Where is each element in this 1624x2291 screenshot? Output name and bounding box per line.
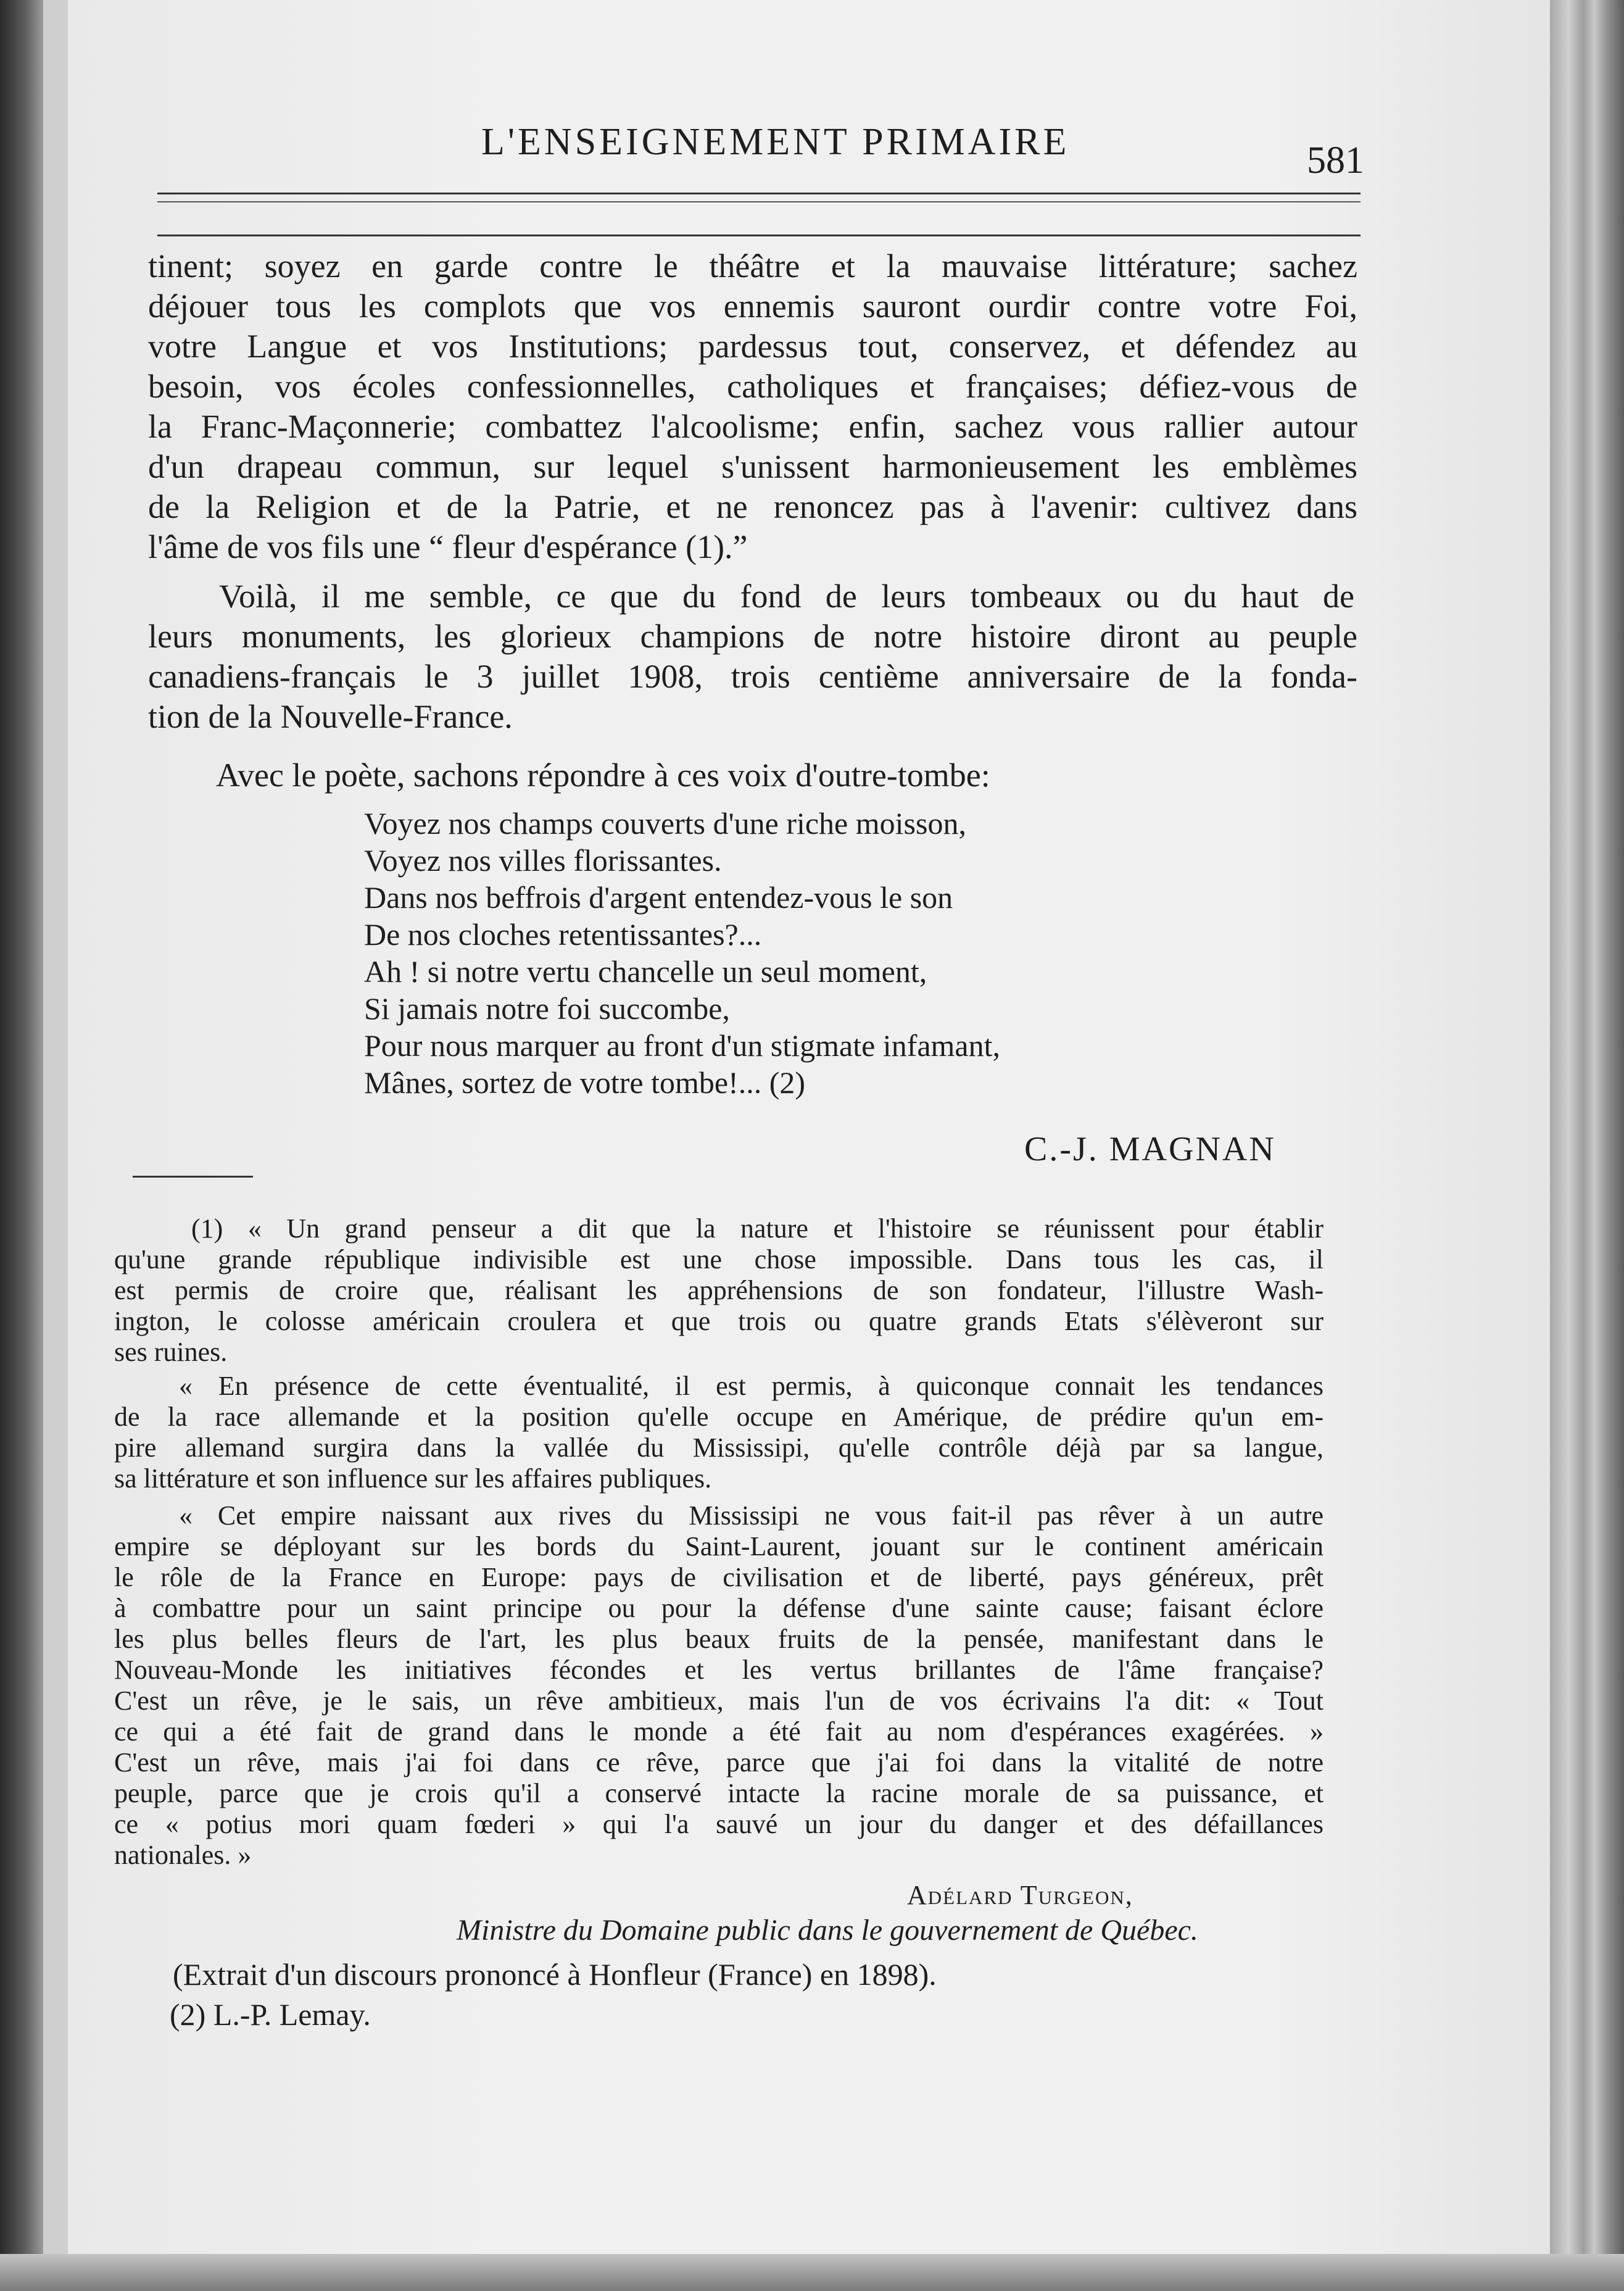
running-head: L'ENSEIGNEMENT PRIMAIRE — [481, 121, 1070, 163]
footnote-line: « Cet empire naissant aux rives du Mississipi ne vous fait-il pas rêver à un autre — [179, 1500, 1324, 1531]
book-fore-edge — [1550, 0, 1624, 2291]
body-line: leurs monuments, les glorieux champions de notre histoire diront au peuple — [148, 618, 1357, 655]
footnote-line: sa littérature et son influence sur les affaires publiques. — [114, 1463, 712, 1494]
header-rule — [157, 235, 1361, 236]
body-line: besoin, vos écoles confessionnelles, catholiques et françaises; défiez-vous de — [148, 368, 1357, 405]
footnote-2: (2) L.-P. Lemay. — [170, 1997, 371, 2032]
footnote-rule — [133, 1176, 253, 1178]
poem-line: Voyez nos champs couverts d'une riche moisson, — [364, 806, 966, 841]
footnote-author: Adélard Turgeon, — [907, 1880, 1133, 1910]
header-rule — [157, 193, 1361, 194]
body-line: la Franc-Maçonnerie; combattez l'alcoolisme; enfin, sachez vous rallier autour — [148, 408, 1357, 445]
body-line: d'un drapeau commun, sur lequel s'unissent harmonieusement les emblèmes — [148, 448, 1357, 485]
footnote-line: C'est un rêve, mais j'ai foi dans ce rêve, parce que j'ai foi dans la vitalité de notre — [114, 1747, 1324, 1778]
article-signature: C.-J. MAGNAN — [1024, 1130, 1276, 1168]
body-line: Voilà, il me semble, ce que du fond de leurs tombeaux ou du haut de — [219, 578, 1354, 615]
footnote-source: (Extrait d'un discours prononcé à Honfleur (France) en 1898). — [173, 1957, 937, 1992]
footnote-line: le rôle de la France en Europe: pays de civilisation et de liberté, pays généreux, prêt — [114, 1562, 1324, 1592]
footnote-line: à combattre pour un saint principe ou pour la défense d'une sainte cause; faisant éclore — [114, 1593, 1324, 1623]
poem-line: Ah ! si notre vertu chancelle un seul moment, — [364, 954, 927, 989]
footnote-line: pire allemand surgira dans la vallée du Mississipi, qu'elle contrôle déjà par sa langue, — [114, 1432, 1324, 1463]
body-line: votre Langue et vos Institutions; pardessus tout, conservez, et défendez au — [148, 328, 1357, 365]
footnote-line: empire se déployant sur les bords du Saint-Laurent, jouant sur le continent américain — [114, 1531, 1324, 1561]
footnote-line: les plus belles fleurs de l'art, les plus beaux fruits de la pensée, manifestant dans le — [114, 1624, 1324, 1654]
body-line: Avec le poète, sachons répondre à ces voix d'outre-tombe: — [216, 757, 990, 794]
poem-line: Dans nos beffrois d'argent entendez-vous le son — [364, 880, 953, 915]
body-line: tion de la Nouvelle-France. — [148, 698, 513, 735]
body-line: de la Religion et de la Patrie, et ne renoncez pas à l'avenir: cultivez dans — [148, 488, 1357, 525]
poem-line: Si jamais notre foi succombe, — [364, 991, 730, 1026]
footnote-line: nationales. » — [114, 1840, 252, 1870]
poem-line: De nos cloches retentissantes?... — [364, 917, 762, 952]
poem-line: Pour nous marquer au front d'un stigmate infamant, — [364, 1028, 1001, 1063]
footnote-line: ce « potius mori quam fœderi » qui l'a sauvé un jour du danger et des défaillances — [114, 1809, 1324, 1839]
footnote-line: ses ruines. — [114, 1337, 228, 1367]
body-line: déjouer tous les complots que vos ennemis sauront ourdir contre votre Foi, — [148, 288, 1357, 325]
footnote-line: ington, le colosse américain croulera et que trois ou quatre grands Etats s'élèveront sur — [114, 1306, 1324, 1336]
footnote-line: peuple, parce que je crois qu'il a conservé intacte la racine morale de sa puissance, et — [114, 1778, 1324, 1808]
footnote-author-title: Ministre du Domaine public dans le gouvernement de Québec. — [457, 1914, 1198, 1947]
page-number: 581 — [1307, 139, 1364, 181]
footnote-line: qu'une grande république indivisible est une chose impossible. Dans tous les cas, il — [114, 1244, 1324, 1274]
scan-left-edge — [0, 0, 43, 2291]
footnote-line: (1) « Un grand penseur a dit que la nature et l'histoire se réunissent pour établir — [191, 1213, 1324, 1244]
scan-bottom-edge — [0, 2254, 1624, 2291]
body-line: canadiens-français le 3 juillet 1908, trois centième anniversaire de la fonda- — [148, 658, 1357, 695]
poem-line: Mânes, sortez de votre tombe!... (2) — [364, 1065, 806, 1100]
footnote-line: C'est un rêve, je le sais, un rêve ambitieux, mais l'un de vos écrivains l'a dit: « Tout — [114, 1686, 1324, 1716]
footnote-line: ce qui a été fait de grand dans le monde a été fait au nom d'espérances exagérées. » — [114, 1716, 1324, 1747]
poem-line: Voyez nos villes florissantes. — [364, 843, 722, 878]
footnote-line: « En présence de cette éventualité, il est permis, à quiconque connait les tendances — [179, 1371, 1324, 1401]
header-rule — [157, 201, 1361, 202]
body-line: tinent; soyez en garde contre le théâtre et la mauvaise littérature; sachez — [148, 247, 1357, 285]
footnote-line: Nouveau-Monde les initiatives fécondes et les vertus brillantes de l'âme française? — [114, 1655, 1324, 1685]
body-line: l'âme de vos fils une “ fleur d'espérance (1).” — [148, 528, 748, 565]
footnote-line: est permis de croire que, réalisant les appréhensions de son fondateur, l'illustre Wash- — [114, 1275, 1324, 1305]
footnote-line: de la race allemande et la position qu'elle occupe en Amérique, de prédire qu'un em- — [114, 1402, 1324, 1432]
